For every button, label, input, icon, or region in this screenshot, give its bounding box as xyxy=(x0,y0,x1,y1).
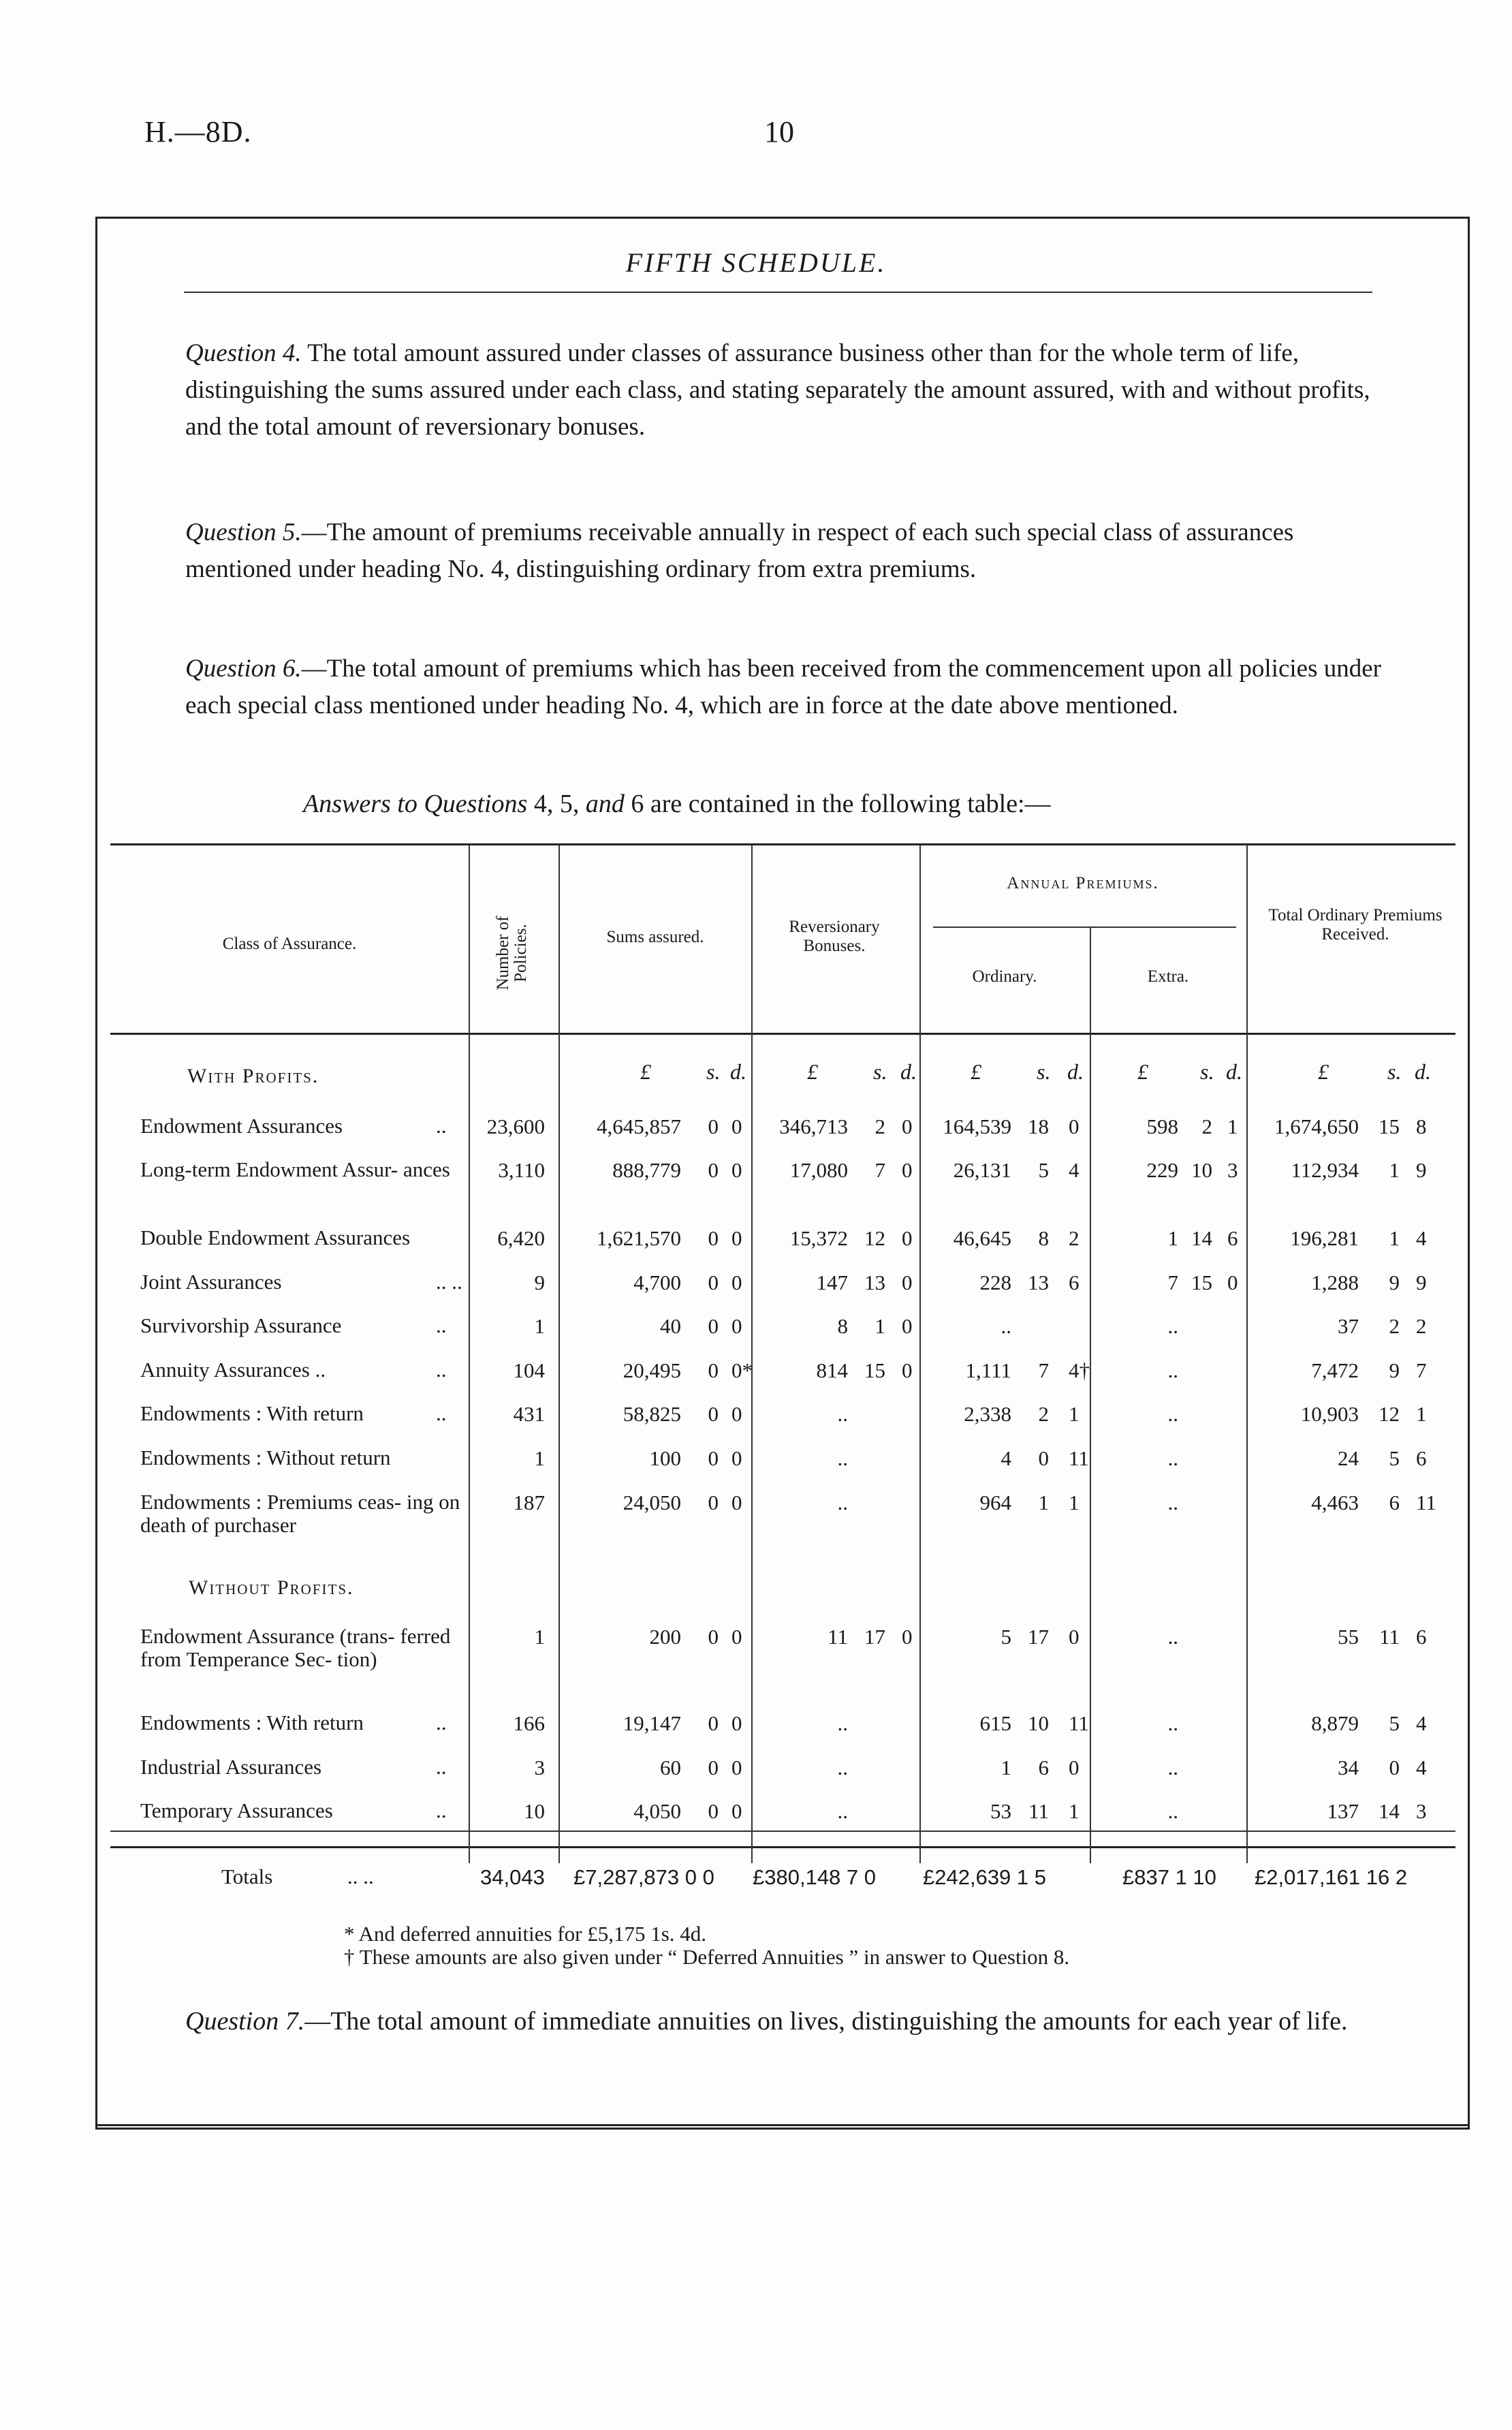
bonus-pounds: 17,080 xyxy=(789,1158,848,1182)
bonus-pounds: .. xyxy=(837,1711,848,1735)
col-rule xyxy=(558,845,560,1863)
totals-ordinary: £242,639 1 5 xyxy=(923,1865,1047,1889)
ordinary-pence: 11 xyxy=(1069,1711,1089,1735)
extra-pounds: .. xyxy=(1167,1799,1178,1823)
sums-pence: 0* xyxy=(731,1358,753,1382)
pound-unit: £ xyxy=(640,1059,651,1084)
totals-number: 34,043 xyxy=(480,1865,545,1889)
total-pounds: 137 xyxy=(1327,1799,1359,1823)
sums-pence: 0 xyxy=(731,1226,742,1250)
ordinary-pence: 11 xyxy=(1069,1446,1089,1470)
header-number: Number of Policies. xyxy=(494,916,530,991)
ordinary-pence: 2 xyxy=(1069,1226,1080,1250)
sums-pence: 0 xyxy=(731,1756,742,1779)
ordinary-pounds: 53 xyxy=(990,1799,1011,1823)
policy-count: 23,600 xyxy=(486,1115,545,1138)
row-label: Joint Assurances xyxy=(140,1270,282,1294)
footnotes xyxy=(344,1922,1069,1969)
total-pounds: 24 xyxy=(1338,1446,1359,1470)
ordinary-shillings: 0 xyxy=(1038,1446,1049,1470)
shilling-unit: s. xyxy=(873,1059,887,1084)
shilling-unit: s. xyxy=(706,1059,721,1084)
table-header-rule xyxy=(110,1033,1455,1035)
row-leader-dots: .. xyxy=(436,1313,447,1337)
total-pounds: 34 xyxy=(1338,1756,1359,1779)
ordinary-shillings: 2 xyxy=(1038,1402,1049,1426)
bonus-pounds: .. xyxy=(837,1799,848,1823)
extra-pounds: .. xyxy=(1167,1756,1178,1779)
sums-pounds: 4,700 xyxy=(633,1271,681,1294)
sums-shillings: 0 xyxy=(708,1491,719,1514)
question-6-label: Question 6. xyxy=(185,655,302,683)
sums-shillings: 0 xyxy=(708,1625,719,1649)
row-leader-dots: .. xyxy=(436,1711,447,1734)
shilling-unit: s. xyxy=(1387,1059,1402,1084)
row-leader-dots: .. .. xyxy=(436,1270,462,1294)
total-shillings: 12 xyxy=(1379,1402,1400,1426)
total-pounds: 196,281 xyxy=(1290,1226,1359,1250)
total-pence: 4 xyxy=(1416,1226,1427,1250)
total-shillings: 15 xyxy=(1379,1115,1400,1138)
ordinary-shillings: 5 xyxy=(1038,1158,1049,1182)
total-pence: 4 xyxy=(1416,1756,1427,1779)
header-sums: Sums assured. xyxy=(606,928,704,946)
policy-count: 1 xyxy=(534,1314,545,1338)
extra-shillings: 2 xyxy=(1201,1115,1212,1138)
ordinary-pounds: 26,131 xyxy=(953,1158,1011,1182)
row-leader-dots: .. xyxy=(436,1798,447,1822)
col-rule xyxy=(919,845,921,1863)
ordinary-pounds: 1 xyxy=(1001,1756,1011,1779)
question-4-text: The total amount assured under classes of assurance business other than for the whole term of life, distinguishing the sums assured under each class, and stating separately the amount assured, with and without profits, and the total amount of reversionary bonuses. xyxy=(185,339,1370,441)
total-shillings: 14 xyxy=(1379,1799,1400,1823)
totals-sums: £7,287,873 0 0 xyxy=(573,1865,714,1889)
sums-pence: 0 xyxy=(731,1158,742,1182)
total-shillings: 5 xyxy=(1389,1711,1400,1735)
row-label: Endowments : With return xyxy=(140,1401,364,1425)
sums-pounds: 100 xyxy=(649,1446,681,1470)
total-shillings: 1 xyxy=(1389,1226,1400,1250)
total-pence: 1 xyxy=(1416,1402,1427,1426)
bonus-shillings: 2 xyxy=(875,1115,885,1138)
col-rule xyxy=(469,845,470,1863)
ordinary-pounds: 46,645 xyxy=(953,1226,1011,1250)
total-shillings: 6 xyxy=(1389,1491,1400,1514)
shilling-unit: s. xyxy=(1037,1059,1051,1084)
ordinary-pounds: 228 xyxy=(979,1271,1011,1294)
extra-pounds: 598 xyxy=(1146,1115,1178,1138)
ordinary-shillings: 11 xyxy=(1028,1799,1049,1823)
question-6-text: —The total amount of premiums which has been received from the commencement upon all policies under each special class mentioned under heading No. 4, which are in force at the date above mentioned. xyxy=(185,655,1381,719)
row-label: Temporary Assurances xyxy=(140,1798,333,1822)
ordinary-pence: 6 xyxy=(1069,1271,1080,1294)
extra-pence: 0 xyxy=(1227,1271,1238,1294)
bonus-pounds: .. xyxy=(837,1446,848,1470)
bonus-pounds: .. xyxy=(837,1402,848,1426)
sums-pence: 0 xyxy=(731,1314,742,1338)
total-shillings: 11 xyxy=(1379,1625,1400,1649)
total-pounds: 1,674,650 xyxy=(1274,1115,1359,1138)
sums-shillings: 0 xyxy=(708,1711,719,1735)
total-pounds: 7,472 xyxy=(1311,1358,1359,1382)
policy-count: 3,110 xyxy=(498,1158,545,1182)
row-leader-dots: .. xyxy=(436,1114,447,1138)
extra-pounds: .. xyxy=(1167,1711,1178,1735)
ordinary-pence: 0 xyxy=(1069,1756,1080,1779)
bonus-pounds: 15,372 xyxy=(789,1226,848,1250)
row-label: Endowment Assurance (trans- ferred from Temperance Sec- tion) xyxy=(140,1624,451,1671)
total-pence: 7 xyxy=(1416,1358,1427,1382)
col-rule xyxy=(751,845,753,1863)
sums-pounds: 24,050 xyxy=(623,1491,681,1514)
bonus-pounds: 147 xyxy=(816,1271,848,1294)
extra-pence: 3 xyxy=(1227,1158,1238,1182)
row-label: Industrial Assurances xyxy=(140,1755,322,1779)
pence-unit: d. xyxy=(1415,1059,1431,1084)
total-pounds: 112,934 xyxy=(1291,1158,1359,1182)
row-label: Endowments : Premiums ceas- ing on death of purchaser xyxy=(140,1490,460,1537)
total-shillings: 5 xyxy=(1389,1446,1400,1470)
sums-pence: 0 xyxy=(731,1402,742,1426)
total-pounds: 1,288 xyxy=(1311,1271,1359,1294)
bonus-pence: 0 xyxy=(902,1314,913,1338)
question-5-label: Question 5. xyxy=(185,518,302,546)
ordinary-shillings: 8 xyxy=(1038,1226,1049,1250)
question-6 xyxy=(185,651,1384,724)
row-label: Double Endowment Assurances xyxy=(140,1226,411,1249)
ordinary-pounds: 615 xyxy=(979,1711,1011,1735)
total-shillings: 0 xyxy=(1389,1756,1400,1779)
col-rule xyxy=(1246,845,1248,1863)
row-label: Long-term Endowment Assur- ances xyxy=(140,1157,450,1181)
policy-count: 166 xyxy=(513,1711,545,1735)
row-label: Endowments : With return xyxy=(140,1711,364,1734)
ordinary-shillings: 6 xyxy=(1038,1756,1049,1779)
row-label: Annuity Assurances .. xyxy=(140,1358,326,1382)
question-5 xyxy=(185,514,1384,588)
answers-intro-part4: 6 are contained in the following table:— xyxy=(624,790,1051,818)
pound-unit: £ xyxy=(807,1059,818,1084)
extra-shillings: 10 xyxy=(1191,1158,1212,1182)
extra-pounds: 229 xyxy=(1146,1158,1178,1182)
pence-unit: d. xyxy=(1067,1059,1084,1084)
ordinary-pence: 4† xyxy=(1069,1358,1090,1382)
row-label: Endowment Assurances xyxy=(140,1114,343,1138)
bonus-pounds: 814 xyxy=(816,1358,848,1382)
ordinary-shillings: 1 xyxy=(1038,1491,1049,1514)
ordinary-pounds: .. xyxy=(1001,1314,1011,1338)
with-profits-heading: With Profits. xyxy=(187,1065,319,1087)
policy-count: 6,420 xyxy=(497,1226,545,1250)
bonus-pence: 0 xyxy=(902,1226,913,1250)
header-ordinary: Ordinary. xyxy=(972,967,1037,986)
total-pounds: 4,463 xyxy=(1311,1491,1359,1514)
totals-rule xyxy=(110,1831,1455,1832)
total-pence: 11 xyxy=(1416,1491,1436,1514)
extra-pence: 6 xyxy=(1227,1226,1238,1250)
ordinary-pence: 0 xyxy=(1069,1625,1080,1649)
extra-pounds: .. xyxy=(1167,1625,1178,1649)
bonus-pence: 0 xyxy=(902,1358,913,1382)
schedule-title: FIFTH SCHEDULE. xyxy=(625,247,887,278)
total-shillings: 2 xyxy=(1389,1314,1400,1338)
page-number: 10 xyxy=(764,115,794,149)
extra-pounds: .. xyxy=(1167,1402,1178,1426)
ordinary-pence: 1 xyxy=(1069,1402,1080,1426)
pence-unit: d. xyxy=(900,1059,917,1084)
ordinary-pence: 1 xyxy=(1069,1491,1080,1514)
ordinary-pounds: 4 xyxy=(1001,1446,1011,1470)
bonus-shillings: 17 xyxy=(864,1625,885,1649)
bonus-shillings: 13 xyxy=(864,1271,885,1294)
table-top-rule xyxy=(110,843,1455,845)
policy-count: 1 xyxy=(534,1625,545,1649)
total-pounds: 8,879 xyxy=(1311,1711,1359,1735)
sums-pounds: 58,825 xyxy=(623,1402,681,1426)
bonus-pounds: 11 xyxy=(828,1625,848,1649)
extra-pounds: .. xyxy=(1167,1314,1178,1338)
pound-unit: £ xyxy=(1137,1059,1148,1084)
total-pence: 6 xyxy=(1416,1625,1427,1649)
totals-total: £2,017,161 16 2 xyxy=(1255,1865,1408,1889)
answers-intro xyxy=(303,789,1051,819)
row-leader-dots: .. xyxy=(436,1401,447,1425)
extra-pounds: .. xyxy=(1167,1358,1178,1382)
ordinary-pounds: 164,539 xyxy=(943,1115,1011,1138)
bonus-pounds: 346,713 xyxy=(779,1115,848,1138)
sums-pence: 0 xyxy=(731,1711,742,1735)
ordinary-pounds: 5 xyxy=(1001,1625,1011,1649)
row-label: Endowments : Without return xyxy=(140,1446,391,1469)
policy-count: 10 xyxy=(524,1799,545,1823)
ordinary-pence: 1 xyxy=(1069,1799,1080,1823)
bonus-pounds: 8 xyxy=(837,1314,848,1338)
sums-pounds: 20,495 xyxy=(623,1358,681,1382)
answers-intro-part3: and xyxy=(585,790,625,818)
ordinary-shillings: 17 xyxy=(1028,1625,1049,1649)
ordinary-pence: 0 xyxy=(1069,1115,1080,1138)
sums-pence: 0 xyxy=(731,1446,742,1470)
sums-pounds: 40 xyxy=(660,1314,681,1338)
table-bottom-rule xyxy=(110,1846,1455,1848)
sums-shillings: 0 xyxy=(708,1756,719,1779)
pence-unit: d. xyxy=(1226,1059,1242,1084)
extra-pounds: 7 xyxy=(1167,1271,1178,1294)
extra-pounds: .. xyxy=(1167,1446,1178,1470)
sums-shillings: 0 xyxy=(708,1402,719,1426)
extra-pounds: 1 xyxy=(1167,1226,1178,1250)
ordinary-shillings: 13 xyxy=(1028,1271,1049,1294)
ordinary-shillings: 7 xyxy=(1038,1358,1049,1382)
total-shillings: 1 xyxy=(1389,1158,1400,1182)
total-shillings: 9 xyxy=(1389,1358,1400,1382)
header-code: H.—8D. xyxy=(144,115,252,149)
total-pence: 3 xyxy=(1416,1799,1427,1823)
answers-intro-part1: Answers to Questions xyxy=(303,790,528,818)
question-7-text: —The total amount of immediate annuities on lives, distinguishing the amounts for each year of life. xyxy=(304,2007,1348,2036)
ordinary-shillings: 10 xyxy=(1028,1711,1049,1735)
total-pence: 9 xyxy=(1416,1158,1427,1182)
sums-pounds: 4,050 xyxy=(633,1799,681,1823)
row-leader-dots: .. xyxy=(436,1358,447,1382)
sums-shillings: 0 xyxy=(708,1314,719,1338)
totals-label-text: Totals xyxy=(221,1865,273,1888)
extra-shillings: 15 xyxy=(1191,1271,1212,1294)
bonus-shillings: 15 xyxy=(864,1358,885,1382)
header-annual-premiums: Annual Premiums. xyxy=(1007,874,1159,892)
sums-pounds: 1,621,570 xyxy=(597,1226,681,1250)
annual-premiums-rule xyxy=(933,926,1236,928)
bonus-pence: 0 xyxy=(902,1271,913,1294)
bonus-pounds: .. xyxy=(837,1756,848,1779)
ordinary-pounds: 2,338 xyxy=(964,1402,1011,1426)
ordinary-pounds: 964 xyxy=(979,1491,1011,1514)
sums-pence: 0 xyxy=(731,1799,742,1823)
policy-count: 9 xyxy=(534,1271,545,1294)
sums-shillings: 0 xyxy=(708,1158,719,1182)
sums-shillings: 0 xyxy=(708,1226,719,1250)
frame-bottom-rule xyxy=(95,2124,1468,2126)
bonus-shillings: 1 xyxy=(875,1314,885,1338)
sums-shillings: 0 xyxy=(708,1446,719,1470)
question-7-label: Question 7. xyxy=(185,2007,305,2036)
sums-pence: 0 xyxy=(731,1271,742,1294)
title-rule xyxy=(184,292,1372,293)
sums-shillings: 0 xyxy=(708,1358,719,1382)
extra-shillings: 14 xyxy=(1191,1226,1212,1250)
header-total-premiums: Total Ordinary Premiums Received. xyxy=(1268,906,1443,944)
totals-bonus: £380,148 7 0 xyxy=(753,1865,877,1889)
header-bonuses: Reversionary Bonuses. xyxy=(789,918,880,955)
total-pence: 2 xyxy=(1416,1314,1427,1338)
total-pence: 4 xyxy=(1416,1711,1427,1735)
question-4 xyxy=(185,335,1384,446)
sums-pounds: 888,779 xyxy=(612,1158,681,1182)
total-pounds: 10,903 xyxy=(1300,1402,1359,1426)
pound-unit: £ xyxy=(1318,1059,1329,1084)
totals-extra: £837 1 10 xyxy=(1122,1865,1216,1889)
totals-dots: .. .. xyxy=(347,1865,374,1888)
total-shillings: 9 xyxy=(1389,1271,1400,1294)
policy-count: 104 xyxy=(513,1358,545,1382)
footnote-1: * And deferred annuities for £5,175 1s. 4d. xyxy=(344,1922,707,1946)
policy-count: 3 xyxy=(534,1756,545,1779)
pound-unit: £ xyxy=(971,1059,981,1084)
bonus-shillings: 7 xyxy=(875,1158,885,1182)
policy-count: 431 xyxy=(513,1402,545,1426)
shilling-unit: s. xyxy=(1200,1059,1214,1084)
totals-label xyxy=(221,1865,272,1888)
policy-count: 1 xyxy=(534,1446,545,1470)
without-profits-heading: Without Profits. xyxy=(189,1576,354,1599)
sums-shillings: 0 xyxy=(708,1799,719,1823)
sums-pence: 0 xyxy=(731,1491,742,1514)
sums-pounds: 19,147 xyxy=(623,1711,681,1735)
question-7 xyxy=(185,2001,1384,2041)
extra-pence: 1 xyxy=(1227,1115,1238,1138)
extra-pounds: .. xyxy=(1167,1491,1178,1514)
sums-pounds: 200 xyxy=(649,1625,681,1649)
row-leader-dots: .. xyxy=(436,1755,447,1779)
total-pence: 6 xyxy=(1416,1446,1427,1470)
sums-pence: 0 xyxy=(731,1115,742,1138)
ordinary-shillings: 18 xyxy=(1028,1115,1049,1138)
sums-pounds: 4,645,857 xyxy=(597,1115,681,1138)
ordinary-pence: 4 xyxy=(1069,1158,1080,1182)
bonus-pence: 0 xyxy=(902,1158,913,1182)
ordinary-pounds: 1,111 xyxy=(965,1358,1011,1382)
answers-intro-part2: 4, 5, xyxy=(527,790,586,818)
bonus-pence: 0 xyxy=(902,1625,913,1649)
footnote-2: † These amounts are also given under “ Deferred Annuities ” in answer to Question 8. xyxy=(344,1945,1070,1969)
total-pounds: 37 xyxy=(1338,1314,1359,1338)
header-extra: Extra. xyxy=(1147,967,1189,986)
question-5-text: —The amount of premiums receivable annually in respect of each such special class of assurances mentioned under heading No. 4, distinguishing ordinary from extra premiums. xyxy=(185,518,1294,583)
header-class: Class of Assurance. xyxy=(222,935,357,953)
pence-unit: d. xyxy=(730,1059,746,1084)
policy-count: 187 xyxy=(513,1491,545,1514)
bonus-pence: 0 xyxy=(902,1115,913,1138)
question-4-label: Question 4. xyxy=(185,339,302,367)
total-pence: 9 xyxy=(1416,1271,1427,1294)
row-label: Survivorship Assurance xyxy=(140,1313,342,1337)
sums-pounds: 60 xyxy=(660,1756,681,1779)
total-pounds: 55 xyxy=(1338,1625,1359,1649)
sums-shillings: 0 xyxy=(708,1271,719,1294)
bonus-shillings: 12 xyxy=(864,1226,885,1250)
sums-pence: 0 xyxy=(731,1625,742,1649)
total-pence: 8 xyxy=(1416,1115,1427,1138)
sums-shillings: 0 xyxy=(708,1115,719,1138)
bonus-pounds: .. xyxy=(837,1491,848,1514)
